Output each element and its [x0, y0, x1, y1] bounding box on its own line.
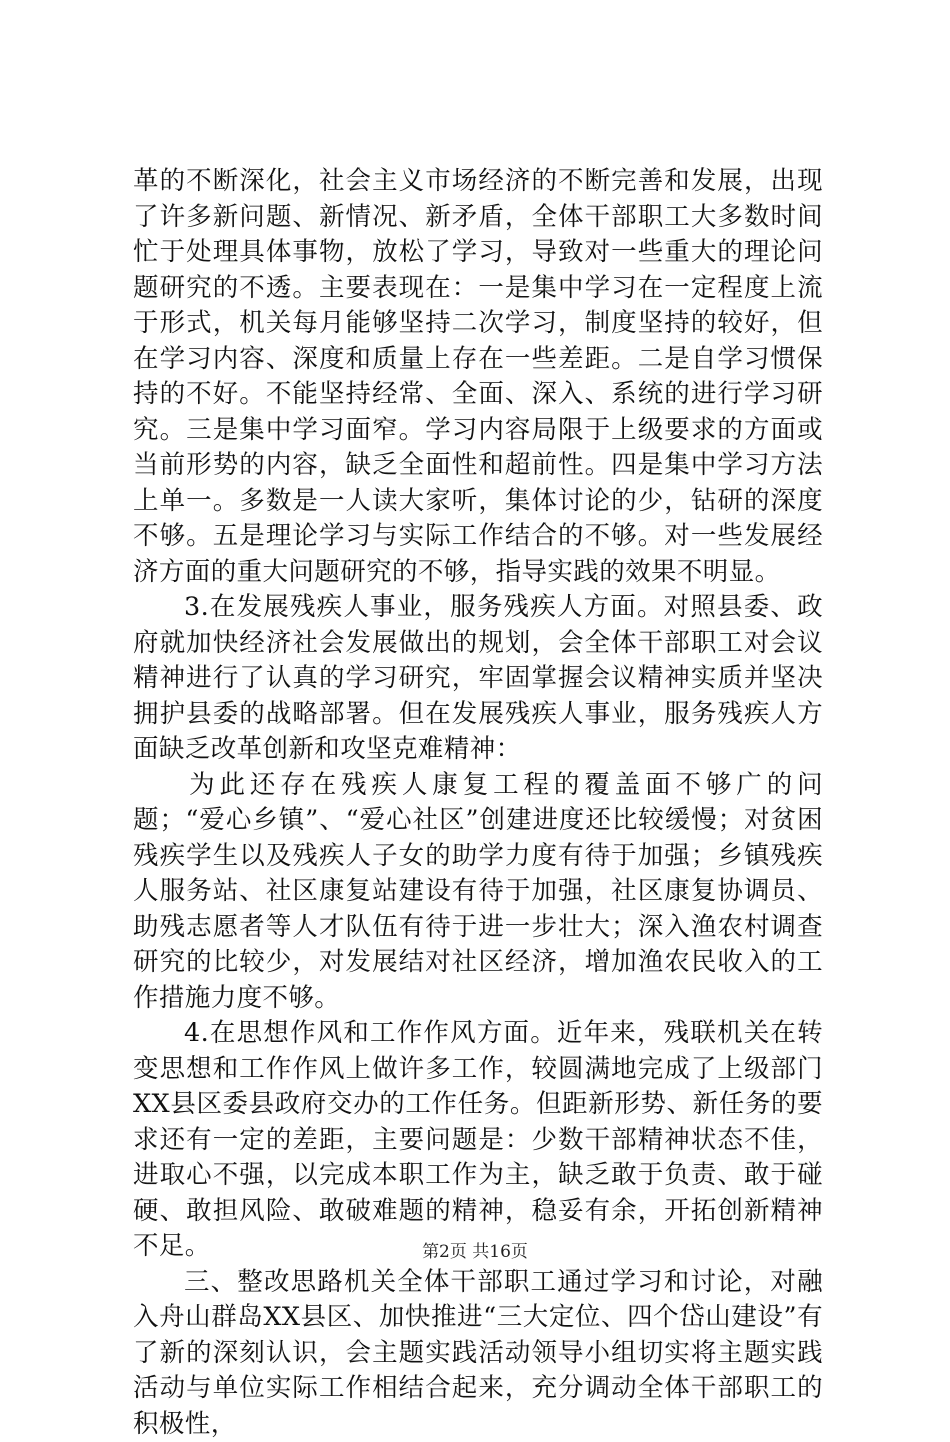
page-number-footer: 第2页 共16页	[0, 1241, 950, 1263]
paragraph-rectification-ideas: 三、整改思路机关全体干部职工通过学习和讨论，对融入舟山群岛XX县区、加快推进“三大定位、四个岱山建设”有了新的深刻认识，会主题实践活动领导小组切实将主题实践活动与单位实际工作相结合起来，充分调动全体干部职工的积极性，	[133, 1265, 823, 1442]
paragraph-study-issues: 革的不断深化，社会主义市场经济的不断完善和发展，出现了许多新问题、新情况、新矛盾，全体干部职工大多数时间忙于处理具体事物，放松了学习，导致对一些重大的理论问题研究的不透。主要表现在：一是集中学习在一定程度上流于形式，机关每月能够坚持二次学习，制度坚持的较好，但在学习内容、深度和质量上存在一些差距。二是自学习惯保持的不好。不能坚持经常、全面、深入、系统的进行学习研究。三是集中学习面窄。学习内容局限于上级要求的方面或当前形势的内容，缺乏全面性和超前性。四是集中学习方法上单一。多数是一人读大家听，集体讨论的少，钻研的深度不够。五是理论学习与实际工作结合的不够。对一些发展经济方面的重大问题研究的不够，指导实践的效果不明显。	[133, 164, 823, 590]
paragraph-disability-services: 3.在发展残疾人事业，服务残疾人方面。对照县委、政府就加快经济社会发展做出的规划，会全体干部职工对会议精神进行了认真的学习研究，牢固掌握会议精神实质并坚决拥护县委的战略部署。但在发展残疾人事业，服务残疾人方面缺乏改革创新和攻坚克难精神：	[133, 590, 823, 768]
paragraph-remaining-problems: 为此还存在残疾人康复工程的覆盖面不够广的问题；“爱心乡镇”、“爱心社区”创建进度还比较缓慢；对贫困残疾学生以及残疾人子女的助学力度有待于加强；乡镇残疾人服务站、社区康复站建设有待于加强，社区康复协调员、助残志愿者等人才队伍有待于进一步壮大；深入渔农村调查研究的比较少，对发展结对社区经济，增加渔农民收入的工作措施力度不够。	[133, 768, 823, 1017]
paragraph-work-style: 4.在思想作风和工作作风方面。近年来，残联机关在转变思想和工作作风上做许多工作，较圆满地完成了上级部门XX县区委县政府交办的工作任务。但距新形势、新任务的要求还有一定的差距，主要问题是：少数干部精神状态不佳，进取心不强，以完成本职工作为主，缺乏敢于负责、敢于碰硬、敢担风险、敢破难题的精神，稳妥有余，开拓创新精神不足。	[133, 1016, 823, 1265]
